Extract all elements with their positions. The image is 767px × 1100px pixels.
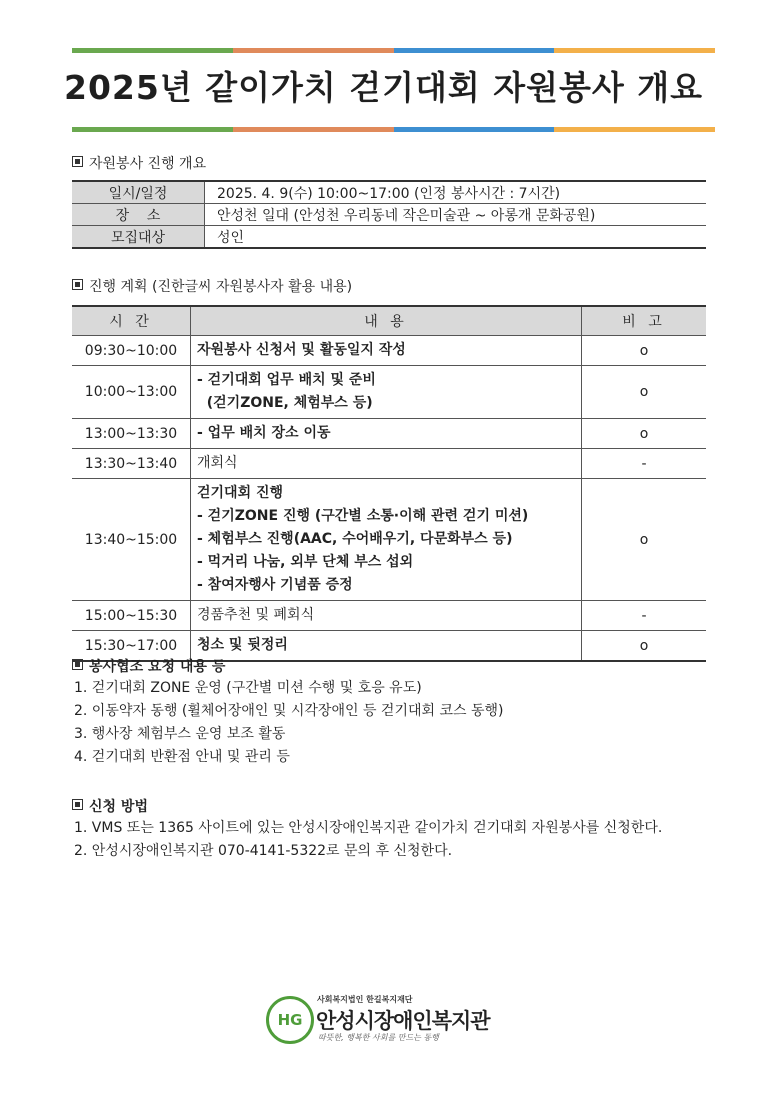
schedule-row	[72, 601, 706, 631]
section-apply-heading	[72, 796, 148, 816]
apply-list	[72, 817, 662, 863]
stripe-segment	[554, 127, 715, 132]
list-item: 4. 걷기대회 반환점 안내 및 관리 등	[74, 749, 290, 765]
circle-mark: o	[639, 637, 649, 654]
section-heading-text: 진행 계획 (진한글씨 자원봉사자 활용 내용)	[89, 279, 353, 295]
schedule-row	[72, 336, 706, 366]
schedule-time: 15:00~15:30	[72, 601, 191, 631]
schedule-row	[72, 419, 706, 449]
top-color-stripe	[72, 48, 715, 53]
overview-key: 모집대상	[72, 226, 205, 249]
dash-mark: -	[641, 455, 647, 472]
schedule-note	[582, 631, 707, 662]
document-title: 2025년 같이가치 걷기대회 자원봉사 개요	[64, 68, 703, 107]
schedule-content-line: 걷기대회 진행	[197, 485, 284, 501]
section-heading-text: 자원봉사 진행 개요	[89, 156, 207, 172]
overview-row	[72, 226, 706, 249]
schedule-time: 10:00~13:00	[72, 366, 191, 419]
schedule-row	[72, 449, 706, 479]
schedule-content	[191, 419, 582, 449]
column-header-time: 시 간	[72, 306, 191, 336]
schedule-note	[582, 449, 707, 479]
section-request-heading	[72, 656, 225, 676]
stripe-segment	[554, 48, 715, 53]
stripe-segment	[394, 48, 555, 53]
schedule-content-line: 청소 및 뒷정리	[197, 637, 288, 653]
stripe-segment	[72, 48, 233, 53]
schedule-content	[191, 479, 582, 601]
schedule-content-line: (걷기ZONE, 체험부스 등)	[197, 395, 373, 411]
schedule-content	[191, 366, 582, 419]
request-list	[72, 677, 503, 769]
overview-key: 장 소	[72, 204, 205, 226]
schedule-content-line: - 걷기대회 업무 배치 및 준비	[197, 372, 376, 388]
square-bullet-icon	[72, 799, 83, 810]
list-item: 1. 걷기대회 ZONE 운영 (구간별 미션 수행 및 호응 유도)	[74, 680, 422, 696]
section-heading-text: 신청 방법	[89, 799, 148, 815]
schedule-time: 13:40~15:00	[72, 479, 191, 601]
schedule-content-line: - 참여자행사 기념품 증정	[197, 577, 353, 593]
bottom-color-stripe	[72, 127, 715, 132]
overview-table	[72, 180, 706, 249]
column-header-content: 내 용	[191, 306, 582, 336]
stripe-segment	[72, 127, 233, 132]
section-plan-heading	[72, 276, 352, 296]
organization-logo	[266, 992, 506, 1052]
list-item: 3. 행사장 체험부스 운영 보조 활동	[74, 726, 286, 742]
overview-value: 안성천 일대 (안성천 우리동네 작은미술관 ~ 아롱개 문화공원)	[205, 204, 707, 226]
list-item: 2. 안성시장애인복지관 070-4141-5322로 문의 후 신청한다.	[74, 843, 453, 859]
logo-slogan: 따뜻한, 행복한 사회를 만드는 동행	[318, 1033, 439, 1042]
circle-mark: o	[639, 425, 649, 442]
logo-foundation-text: 사회복지법인 한길복지재단	[317, 995, 413, 1004]
schedule-content-line: - 걷기ZONE 진행 (구간별 소통·이해 관련 걷기 미션)	[197, 508, 529, 524]
schedule-row	[72, 366, 706, 419]
circle-mark: o	[639, 384, 649, 400]
schedule-content-line: 경품추천 및 폐회식	[197, 607, 315, 623]
schedule-content	[191, 631, 582, 662]
hg-emblem-icon	[266, 996, 314, 1044]
stripe-segment	[394, 127, 555, 132]
overview-row	[72, 181, 706, 204]
section-overview-heading	[72, 153, 206, 173]
section-heading-text: 봉사협조 요청 내용 등	[89, 659, 226, 675]
schedule-time: 09:30~10:00	[72, 336, 191, 366]
schedule-content	[191, 449, 582, 479]
column-header-note: 비 고	[582, 306, 707, 336]
schedule-content-line: - 업무 배치 장소 이동	[197, 425, 331, 441]
schedule-time: 13:30~13:40	[72, 449, 191, 479]
stripe-segment	[233, 48, 394, 53]
schedule-row	[72, 479, 706, 601]
overview-value: 2025. 4. 9(수) 10:00~17:00 (인정 봉사시간 : 7시간)	[205, 181, 707, 204]
schedule-content	[191, 601, 582, 631]
square-bullet-icon	[72, 279, 83, 290]
emblem-text: HG	[277, 1011, 303, 1029]
schedule-time: 15:30~17:00	[72, 631, 191, 662]
list-item: 2. 이동약자 동행 (휠체어장애인 및 시각장애인 등 걷기대회 코스 동행)	[74, 703, 504, 719]
list-item: 1. VMS 또는 1365 사이트에 있는 안성시장애인복지관 같이가치 걷기대회 자원봉사를 신청한다.	[74, 820, 663, 836]
square-bullet-icon	[72, 659, 83, 670]
schedule-time: 13:00~13:30	[72, 419, 191, 449]
circle-mark: o	[639, 531, 649, 548]
logo-organization-name: 안성시장애인복지관	[316, 1009, 490, 1033]
overview-key: 일시/일정	[72, 181, 205, 204]
overview-row	[72, 204, 706, 226]
dash-mark: -	[641, 607, 647, 624]
stripe-segment	[233, 127, 394, 132]
overview-value: 성인	[205, 226, 707, 249]
schedule-table	[72, 305, 706, 662]
schedule-note	[582, 366, 707, 419]
schedule-note	[582, 601, 707, 631]
schedule-note	[582, 479, 707, 601]
schedule-note	[582, 336, 707, 366]
schedule-note	[582, 419, 707, 449]
schedule-content-line: - 체험부스 진행(AAC, 수어배우기, 다문화부스 등)	[197, 531, 513, 547]
square-bullet-icon	[72, 156, 83, 167]
circle-mark: o	[639, 342, 649, 359]
schedule-content	[191, 336, 582, 366]
schedule-content-line: - 먹거리 나눔, 외부 단체 부스 섭외	[197, 554, 414, 570]
schedule-content-line: 자원봉사 신청서 및 활동일지 작성	[197, 342, 406, 358]
schedule-content-line: 개회식	[197, 455, 238, 471]
